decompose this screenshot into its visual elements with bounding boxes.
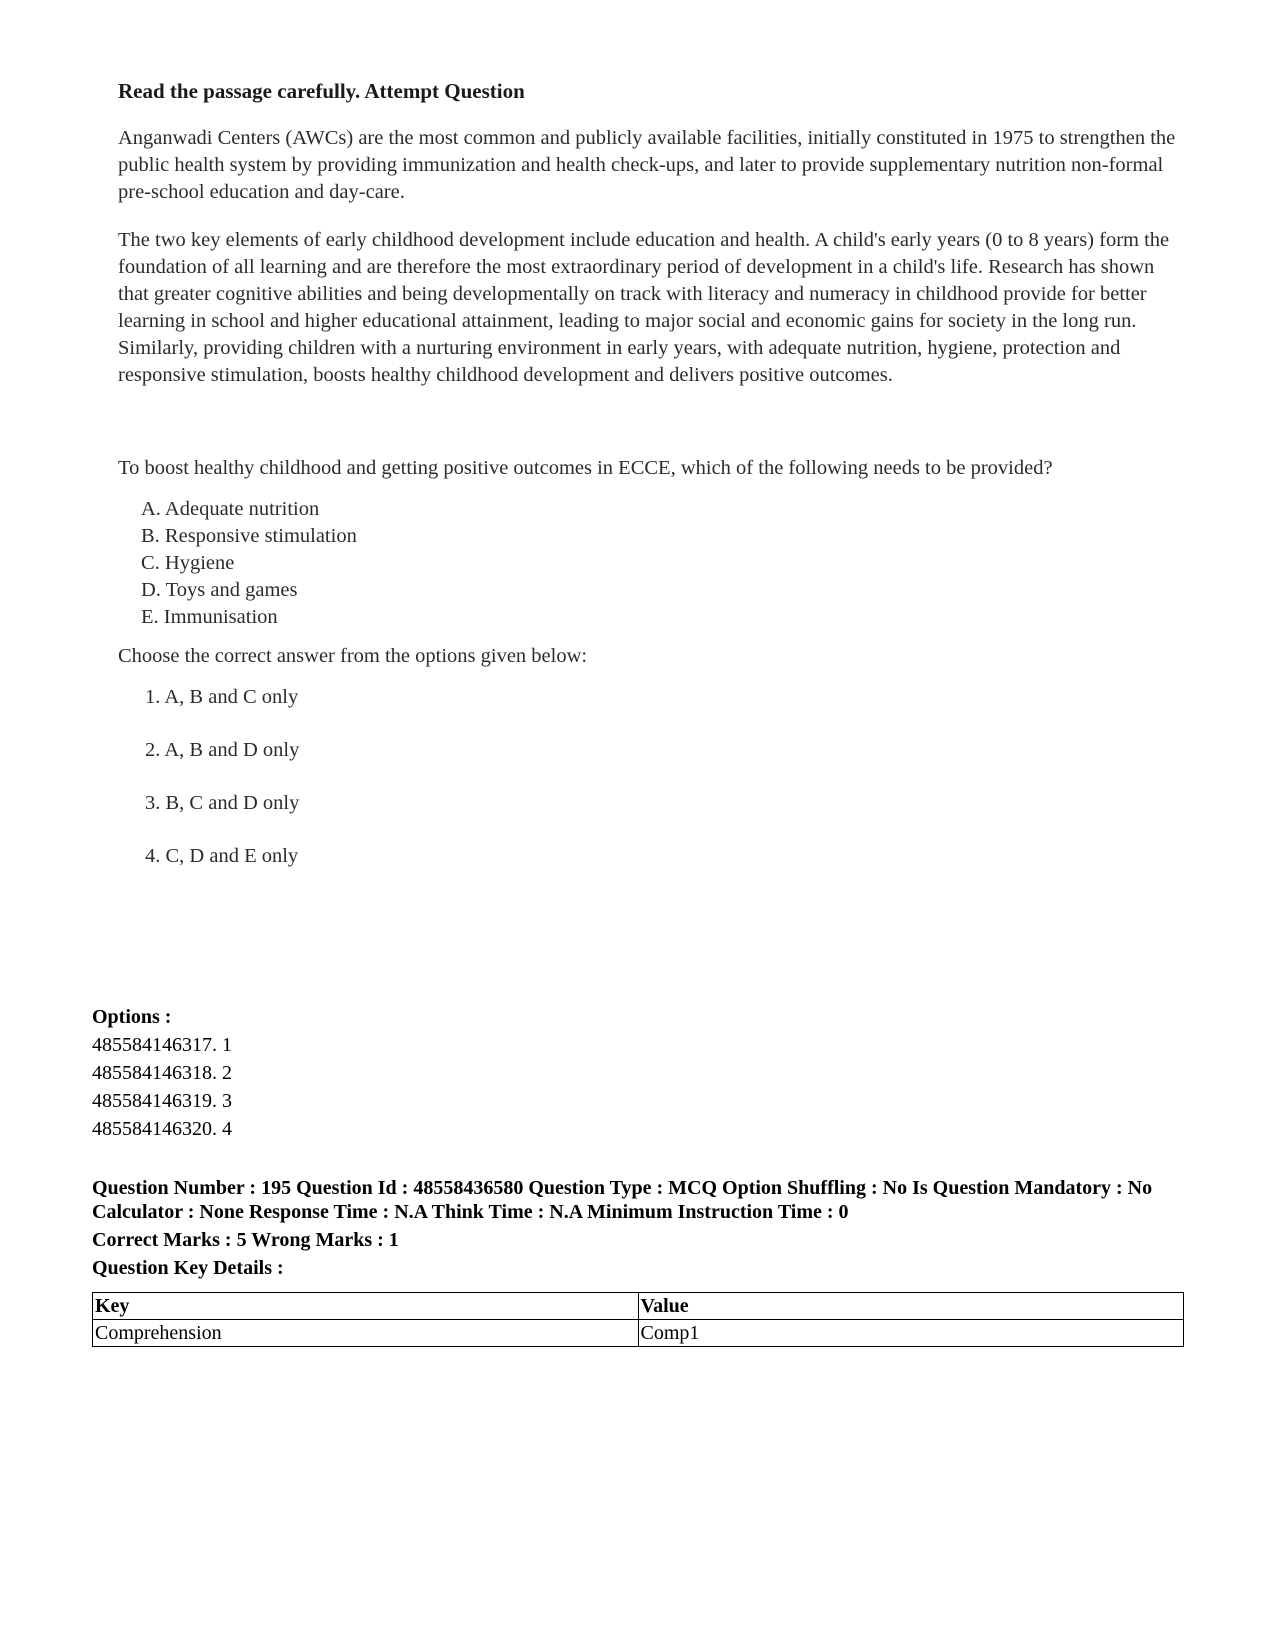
option-item: 485584146319. 3 [92,1090,232,1112]
statement-item: E. Immunisation [141,606,278,628]
key-details-table [92,1292,1184,1347]
statement-list [141,496,1178,631]
table-header-row [93,1293,1184,1320]
option-item: 485584146317. 1 [92,1034,232,1056]
statement-item: A. Adequate nutrition [141,498,320,520]
question-meta-details: Question Number : 195 Question Id : 48558436580 Question Type : MCQ Option Shuffling : No Is Question Mandatory : No Calculator : None Response Time : N.A Think Time : N.A Minimum Instruction Time : 0 [92,1177,1153,1223]
choose-instruction: Choose the correct answer from the options given below: [118,645,588,667]
passage-paragraph-1: Anganwadi Centers (AWCs) are the most common and publicly available facilities, initially constituted in 1975 to strengthen the public health system by providing immunization and health check-ups, and later to provide supplementary nutrition non-formal pre-school education and day-care. [118,127,1176,203]
question-text: To boost healthy childhood and getting positive outcomes in ECCE, which of the following needs to be provided? [118,457,1053,479]
options-block [92,1003,1192,1143]
answer-item: 4. C, D and E only [145,845,299,867]
options-label: Options : [92,1006,172,1028]
table-header-key: Key [93,1293,639,1320]
answer-item: 2. A, B and D only [145,739,300,761]
passage-paragraph-2: The two key elements of early childhood development include education and health. A child's early years (0 to 8 years) form the foundation of all learning and are therefore the most extraordinary period of development in a child's life. Research has shown that greater cognitive abilities and being developmentally on track with literacy and numeracy in childhood provide for better learning in school and higher educational attainment, leading to major social and economic gains for society in the long run. Similarly, providing children with a nurturing environment in early years, with adequate nutrition, hygiene, protection and responsive stimulation, boosts healthy childhood development and delivers positive outcomes. [118,229,1170,386]
answer-list [145,684,1178,870]
question-meta [92,1176,1192,1284]
answer-item: 3. B, C and D only [145,792,300,814]
table-cell-value: Comp1 [638,1320,1184,1347]
table-row [93,1320,1184,1347]
question-image [118,78,1178,896]
table-header-value: Value [638,1293,1184,1320]
answer-item: 1. A, B and C only [145,686,299,708]
option-item: 485584146318. 2 [92,1062,232,1084]
passage-heading: Read the passage carefully. Attempt Question [118,79,525,103]
statement-item: B. Responsive stimulation [141,525,357,547]
table-cell-key: Comprehension [93,1320,639,1347]
statement-item: D. Toys and games [141,579,298,601]
statement-item: C. Hygiene [141,552,235,574]
key-details-label: Question Key Details : [92,1257,284,1279]
option-item: 485584146320. 4 [92,1118,232,1140]
marks-details: Correct Marks : 5 Wrong Marks : 1 [92,1229,399,1251]
